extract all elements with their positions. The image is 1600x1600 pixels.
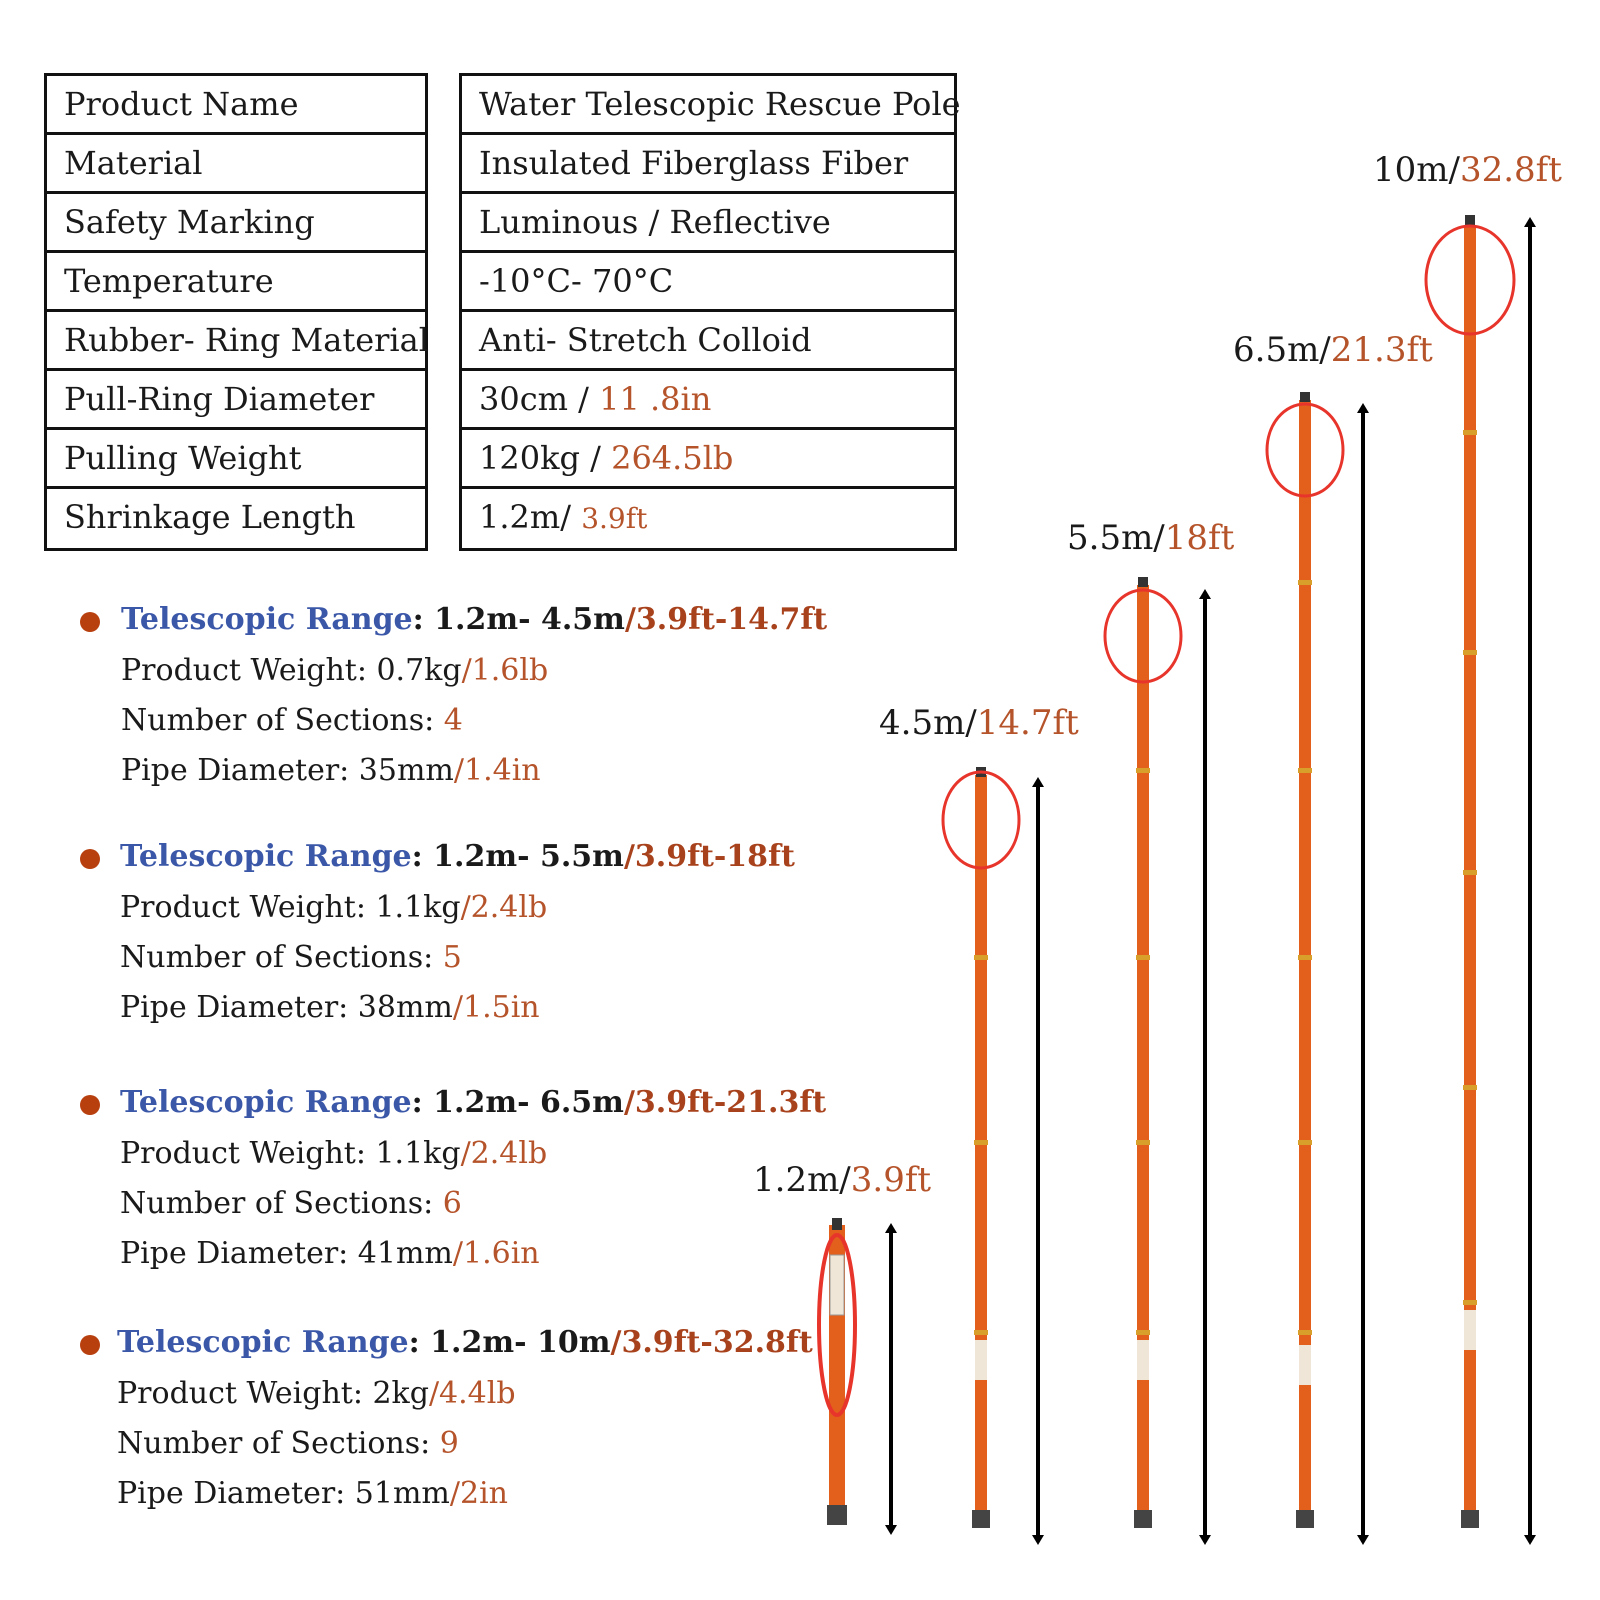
spec-value-imperial: 11 .8in xyxy=(599,380,712,418)
range-imperial: /3.9ft-14.7ft xyxy=(624,602,828,637)
pole-length-metric: 10m/ xyxy=(1373,150,1460,190)
pole-length-imperial: 3.9ft xyxy=(850,1160,932,1200)
pole-joint xyxy=(1463,650,1477,655)
sections-value: 5 xyxy=(442,940,462,975)
range-label: Telescopic Range xyxy=(120,839,412,874)
range-imperial: /3.9ft-32.8ft xyxy=(610,1325,813,1360)
pole-joint xyxy=(974,955,988,960)
pole-10m xyxy=(1426,215,1514,1528)
weight-imperial: /2.4lb xyxy=(460,1136,548,1171)
pole-length-imperial: 18ft xyxy=(1164,518,1235,558)
pole-joint xyxy=(1463,870,1477,875)
sections-label: Number of Sections: xyxy=(120,940,443,975)
pole-5-5m xyxy=(1105,577,1181,1528)
pole-joint xyxy=(1298,1140,1312,1145)
weight-label: Product Weight: 1.1kg xyxy=(120,1136,461,1171)
pole-label-band xyxy=(1464,1310,1476,1350)
pole-joint xyxy=(1298,1330,1312,1335)
diameter-label: Pipe Diameter: 41mm xyxy=(120,1236,453,1271)
diameter-imperial: /2in xyxy=(449,1476,508,1511)
pole-joint xyxy=(1298,955,1312,960)
sections-label: Number of Sections: xyxy=(120,1186,443,1221)
pole-joint xyxy=(1136,955,1150,960)
pole-length-metric: 4.5m/ xyxy=(879,703,977,743)
spec-value-text: Insulated Fiberglass Fiber xyxy=(479,144,909,182)
sections-value: 9 xyxy=(439,1426,459,1461)
pole-length-imperial: 21.3ft xyxy=(1330,330,1433,370)
pole-joint xyxy=(1463,1085,1477,1090)
spec-value-imperial: 3.9ft xyxy=(581,502,648,535)
spec-value-text: -10°C- 70°C xyxy=(479,262,674,300)
pole-tip xyxy=(1300,392,1310,402)
sections-value: 6 xyxy=(442,1186,462,1221)
pole-cap xyxy=(1296,1510,1314,1528)
sections-label: Number of Sections: xyxy=(121,703,444,738)
sections-label: Number of Sections: xyxy=(117,1426,440,1461)
spec-value-text: Luminous / Reflective xyxy=(479,203,831,241)
diameter-imperial: /1.4in xyxy=(453,753,541,788)
pole-cap xyxy=(972,1510,990,1528)
range-imperial: /3.9ft-21.3ft xyxy=(623,1085,827,1120)
spec-value-text: Water Telescopic Rescue Pole xyxy=(479,85,961,123)
pole-length-imperial: 14.7ft xyxy=(976,703,1079,743)
spec-name-text: Shrinkage Length xyxy=(64,498,356,536)
spec-value-text: 1.2m/ xyxy=(479,498,582,536)
pole-length-metric: 6.5m/ xyxy=(1233,330,1331,370)
pole-joint xyxy=(974,1330,988,1335)
diameter-label: Pipe Diameter: 35mm xyxy=(121,753,454,788)
sections-value: 4 xyxy=(443,703,463,738)
pole-label-band xyxy=(1137,1340,1149,1380)
pole-tip xyxy=(832,1218,842,1230)
pole-joint xyxy=(1463,430,1477,435)
pole-joint xyxy=(1136,768,1150,773)
diameter-label: Pipe Diameter: 51mm xyxy=(117,1476,450,1511)
pole-joint xyxy=(1298,768,1312,773)
range-label: Telescopic Range xyxy=(117,1325,409,1360)
pole-joint xyxy=(1298,580,1312,585)
pole-tip xyxy=(1138,577,1148,587)
diameter-imperial: /1.5in xyxy=(452,990,540,1025)
spec-name-text: Product Name xyxy=(64,85,299,123)
spec-name-text: Pulling Weight xyxy=(64,439,302,477)
pole-cap xyxy=(1134,1510,1152,1528)
diameter-label: Pipe Diameter: 38mm xyxy=(120,990,453,1025)
range-imperial: /3.9ft-18ft xyxy=(623,839,795,874)
pole-label-band xyxy=(830,1255,844,1315)
pole-1-2m xyxy=(819,1218,855,1525)
weight-imperial: /1.6lb xyxy=(461,653,549,688)
pole-6-5m xyxy=(1267,392,1343,1528)
pole-label-band xyxy=(975,1340,987,1380)
spec-name-text: Temperature xyxy=(64,262,274,300)
pole-joint xyxy=(1463,1300,1477,1305)
spec-name-text: Pull-Ring Diameter xyxy=(64,380,375,418)
pole-label-band xyxy=(1299,1345,1311,1385)
spec-name-text: Material xyxy=(64,144,203,182)
spec-value-text: 30cm / xyxy=(479,380,600,418)
diameter-imperial: /1.6in xyxy=(452,1236,540,1271)
pole-length-imperial: 32.8ft xyxy=(1459,150,1562,190)
spec-name-text: Safety Marking xyxy=(64,203,315,241)
spec-value-imperial: 264.5lb xyxy=(611,439,734,477)
weight-imperial: /2.4lb xyxy=(460,890,548,925)
weight-label: Product Weight: 2kg xyxy=(117,1376,429,1411)
pole-length-metric: 1.2m/ xyxy=(753,1160,851,1200)
pole-length-metric: 5.5m/ xyxy=(1067,518,1165,558)
pole-joint xyxy=(1136,1330,1150,1335)
spec-value-text: Anti- Stretch Colloid xyxy=(479,321,812,359)
pole-joint xyxy=(974,1140,988,1145)
weight-imperial: /4.4lb xyxy=(428,1376,516,1411)
pole-cap xyxy=(827,1505,847,1525)
spec-value-text: 120kg / xyxy=(479,439,612,477)
pole-4-5m xyxy=(943,767,1019,1528)
range-label: Telescopic Range xyxy=(120,1085,412,1120)
range-label: Telescopic Range xyxy=(121,602,413,637)
range-metric: : 1.2m- 5.5m xyxy=(411,839,624,874)
spec-name-text: Rubber- Ring Material xyxy=(64,321,429,359)
weight-label: Product Weight: 1.1kg xyxy=(120,890,461,925)
pole-cap xyxy=(1461,1510,1479,1528)
weight-label: Product Weight: 0.7kg xyxy=(121,653,462,688)
range-metric: : 1.2m- 4.5m xyxy=(412,602,625,637)
range-metric: : 1.2m- 6.5m xyxy=(411,1085,624,1120)
pole-joint xyxy=(1136,1140,1150,1145)
range-metric: : 1.2m- 10m xyxy=(408,1325,611,1360)
